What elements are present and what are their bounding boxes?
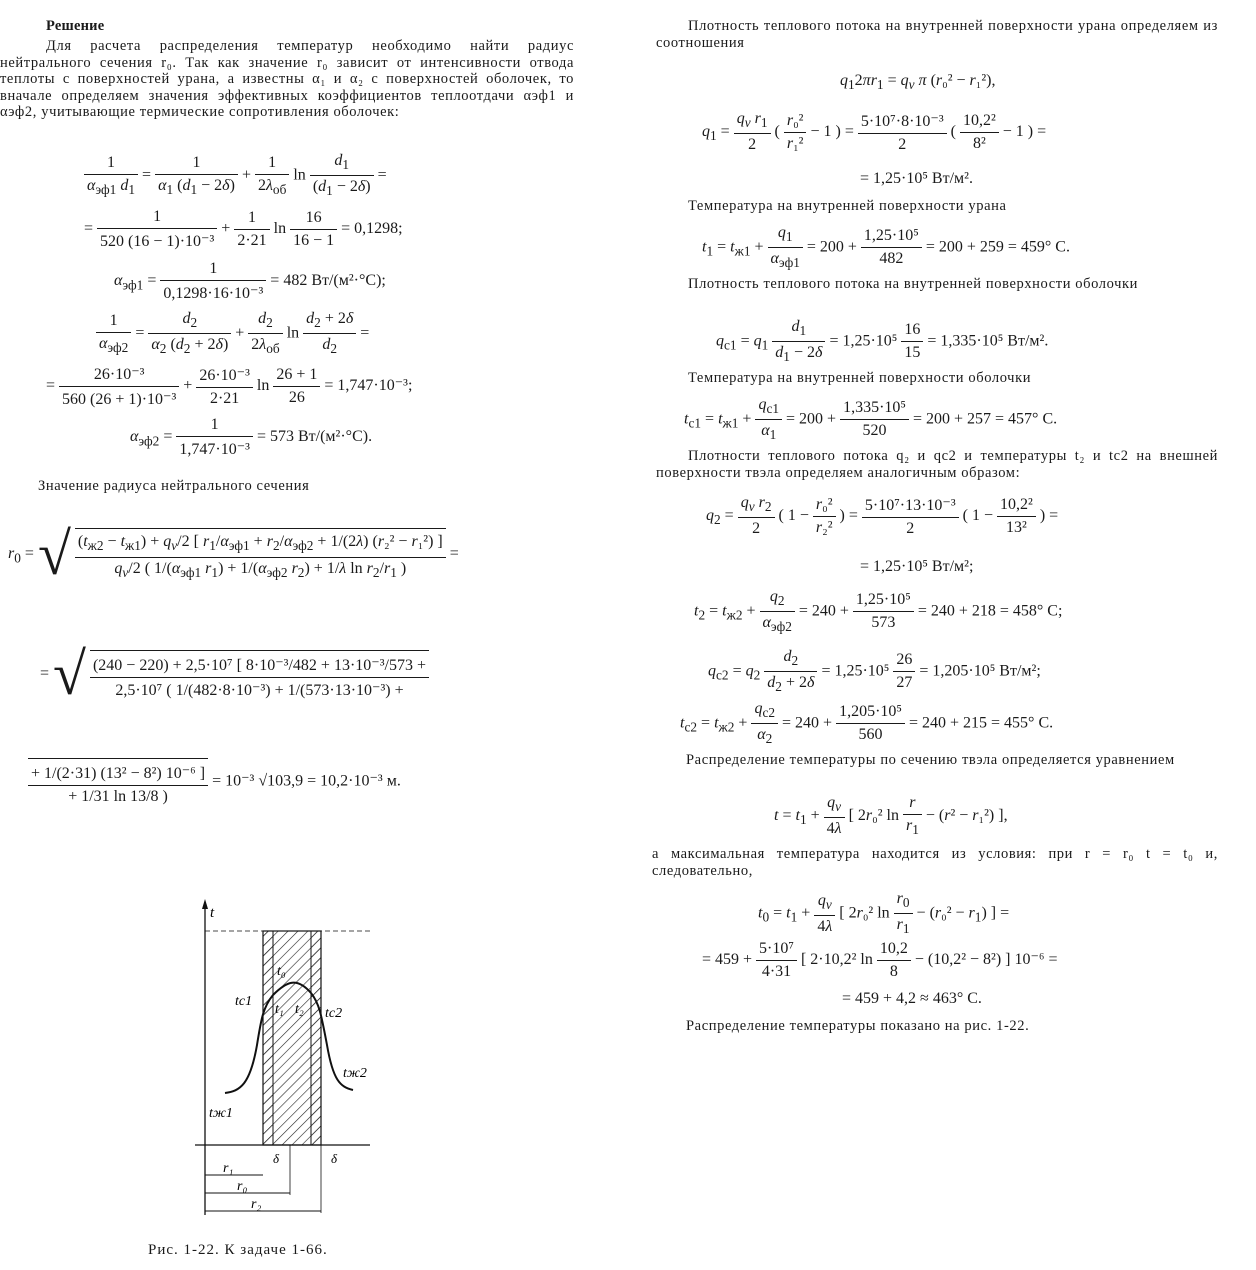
equation-r0-continuation: $\frac{\text{+ 1/(2·31) (13² − 8²) 10⁻⁶ ]}}{+ 1/31 \ln 13/8 )}$ = 10⁻³ √103,9 = 10,2·10⁻³ м.: [28, 758, 401, 806]
equation-r0-formula: $r_0$ = √ $(t_{ж2} - t_{ж1}) + q_v/2$ [ $r_1/\alpha_{эф1} + r_2/\alpha_{эф2} + 1/(2\lambda) (r_2^2 - r_1^2)$ ] $q_v/2$ ( $1/(\alpha_{эф1}$ $r_1) + 1/(\alpha_{эф2}$ $r_2) + 1/\lambda$ $\ln r_2/r_1$ ) =: [8, 521, 459, 587]
equation-q2-result: = 1,25·10⁵ Вт/м²;: [860, 558, 974, 575]
equation-distribution: $t = t_1$ + $\frac{q_v}{4\lambda}$ [ 2r₀² ln $\frac{r}{r_1}$ − (r² − r₁²) ],: [774, 794, 1008, 838]
paragraph-qc1: Плотность теплового потока на внутренней поверхности оболочки: [688, 276, 1139, 292]
intro-paragraph: Для расчета распределения температур необходимо найти радиус нейтрального сечения r₀. Так как значение r₀ зависит от интенсивности отвода теплоты с поверхностей урана, а известны α₁ и α₂ с поверхностей оболочек, то вначале определяем значения эффективных коэффициентов теплоотдачи αэф1 и αэф2, учитывающие термические сопротивления оболочек:: [0, 38, 574, 120]
paragraph-figure-ref: Распределение температуры показано на рис. 1-22.: [686, 1018, 1030, 1034]
equation-r0-numeric: = √ $\frac{\text{(240 − 220) + 2,5·10⁷ [ 8·10⁻³/482 + 13·10⁻³/573 +}}{\text{2,5·10⁷ ( 1/(482·8·10⁻³) + 1/(573·13·10⁻³) +}}$: [40, 640, 429, 709]
equation-t1: $t_1 = t_{ж1}$ + $\frac{q_1}{\alpha_{эф1}}$ = 200 + $\frac{\text{1,25·10⁵}}{482}$ = 200 + 259 = 459° C.: [702, 224, 1070, 271]
equation-alpha-eff2-num: = $\frac{\text{26·10⁻³}}{\text{560 (26 + 1)·10⁻³}}$ + $\frac{\text{26·10⁻³}}{2\cdot 21}$ ln $\frac{26 + 1}{26}$ = 1,747·10⁻³;: [46, 366, 413, 408]
figure-caption: Рис. 1-22. К задаче 1-66.: [148, 1242, 328, 1258]
paragraph-distribution: Распределение температуры по сечению твэла определяется уравнением: [686, 752, 1175, 768]
paragraph-max-temp: а максимальная температура находится из условия: при r = r₀ t = t₀ и, следовательно,: [652, 846, 1218, 879]
label-delta-1: δ: [273, 1151, 280, 1166]
equation-qc1: $q_{с1} = q_1$ $\frac{d_1}{d_1 - 2\delta}$ = 1,25·10⁵ $\frac{16}{15}$ = 1,335·10⁵ Вт/м².: [716, 318, 1049, 365]
label-r1: r₁: [223, 1161, 234, 1176]
equation-alpha-eff2-result: $\alpha_{эф2}$ = $\frac{1}{\text{1,747·10⁻³}}$ = 573 Вт/(м²·°C).: [130, 416, 373, 458]
equation-alpha-eff1-def: $\frac{1}{\alpha_{эф1} d_1}$ = $\frac{1}{\alpha_1 (d_1 - 2\delta)}$ + $\frac{1}{2\lambda_{об}}$ ln $\frac{d_1}{(d_1 - 2\delta)}$ =: [84, 152, 387, 199]
equation-t0-result: = 459 + 4,2 ≈ 463° C.: [842, 990, 982, 1007]
equation-q1-balance: $q_12\pi r_1 = q_v$ π (r₀² − r₁²),: [840, 72, 996, 93]
paragraph-t1: Температура на внутренней поверхности урана: [688, 198, 1007, 214]
label-t2: t₂: [295, 1002, 304, 1017]
label-tc1: tс1: [235, 994, 253, 1009]
equation-t2: $t_2 = t_{ж2}$ + $\frac{q_2}{\alpha_{эф2}}$ = 240 + $\frac{\text{1,25·10⁵}}{573}$ = 240 + 218 = 458° C;: [694, 588, 1063, 635]
equation-t0-def: $t_0 = t_1$ + $\frac{q_v}{4\lambda}$ [ 2r₀² ln $\frac{r_0}{r_1}$ − $(r_0^2 - r_1)$ ] =: [758, 890, 1010, 937]
equation-q2: $q_2$ = $\frac{q_v r_2}{2}$ ( 1 − $\frac{\text{r₀²}}{\text{r₂²}}$ ) = $\frac{\text{5·10⁷·13·10⁻³}}{2}$ ( 1 − $\frac{\text{10,2²}}{\text{13²}}$ ) =: [706, 494, 1059, 538]
label-r0: r₀: [237, 1179, 248, 1194]
label-t1: t₁: [275, 1002, 284, 1017]
label-delta-2: δ: [331, 1151, 338, 1166]
equation-tc1: $t_{с1} = t_{ж1}$ + $\frac{q_{с1}}{\alpha_1}$ = 200 + $\frac{\text{1,335·10⁵}}{520}$ = 200 + 257 = 457° C.: [684, 396, 1058, 443]
equation-q1-result: = 1,25·10⁵ Вт/м².: [860, 170, 973, 187]
label-r2: r₂: [251, 1197, 262, 1212]
equation-t0-numeric: = 459 + $\frac{\text{5·10⁷}}{4\cdot 31}$ [ 2·10,2² ln $\frac{10,2}{8}$ − (10,2² − 8²) ] 10⁻⁶ =: [702, 940, 1058, 980]
equation-alpha-eff1-result: $\alpha_{эф1}$ = $\frac{1}{\text{0,1298·16·10⁻³}}$ = 482 Вт/(м²·°C);: [114, 260, 386, 302]
equation-q1-value: $q_1$ = $\frac{q_v r_1}{2}$ ( $\frac{\text{r₀²}}{\text{r₁²}}$ − 1 ) = $\frac{\text{5·10⁷·8·10⁻³}}{2}$ ( $\frac{\text{10,2²}}{\text{8²}}$ − 1 ) =: [702, 110, 1047, 154]
solution-heading: Решение: [46, 18, 105, 34]
equation-alpha-eff2-def: $\frac{1}{\alpha_{эф2}}$ = $\frac{d_2}{\alpha_2 (d_2 + 2\delta)}$ + $\frac{d_2}{2\lambda_{об}}$ ln $\frac{d_2 + 2\delta}{d_2}$ =: [96, 310, 369, 357]
paragraph-q1: Плотность теплового потока на внутренней поверхности урана определяем из соотношения: [656, 18, 1218, 51]
label-tzh2: tж2: [343, 1066, 367, 1081]
label-tc2: tс2: [325, 1006, 343, 1021]
axis-t-label: t: [210, 905, 215, 921]
paragraph-q2: Плотности теплового потока q₂ и qс2 и температуры t₂ и tс2 на внешней поверхности твэла определяем аналогичным образом:: [656, 448, 1218, 481]
label-tzh1: tж1: [209, 1106, 233, 1121]
equation-qc2: $q_{с2} = q_2$ $\frac{d_2}{d_2 + 2\delta}$ = 1,25·10⁵ $\frac{26}{27}$ = 1,205·10⁵ Вт/м²;: [708, 648, 1041, 695]
equation-alpha-eff1-num: = $\frac{1}{\text{520 (16 − 1)·10⁻³}}$ + $\frac{1}{2\cdot 21}$ ln $\frac{16}{16 - 1}$ = 0,1298;: [84, 208, 403, 250]
temperature-distribution-figure: [195, 895, 380, 1225]
paragraph-tc1: Температура на внутренней поверхности оболочки: [688, 370, 1032, 386]
radius-text: Значение радиуса нейтрального сечения: [38, 478, 310, 494]
label-t0: t₀: [277, 964, 286, 979]
equation-tc2: $t_{с2} = t_{ж2}$ + $\frac{q_{с2}}{\alpha_2}$ = 240 + $\frac{\text{1,205·10⁵}}{560}$ = 240 + 215 = 455° C.: [680, 700, 1054, 747]
